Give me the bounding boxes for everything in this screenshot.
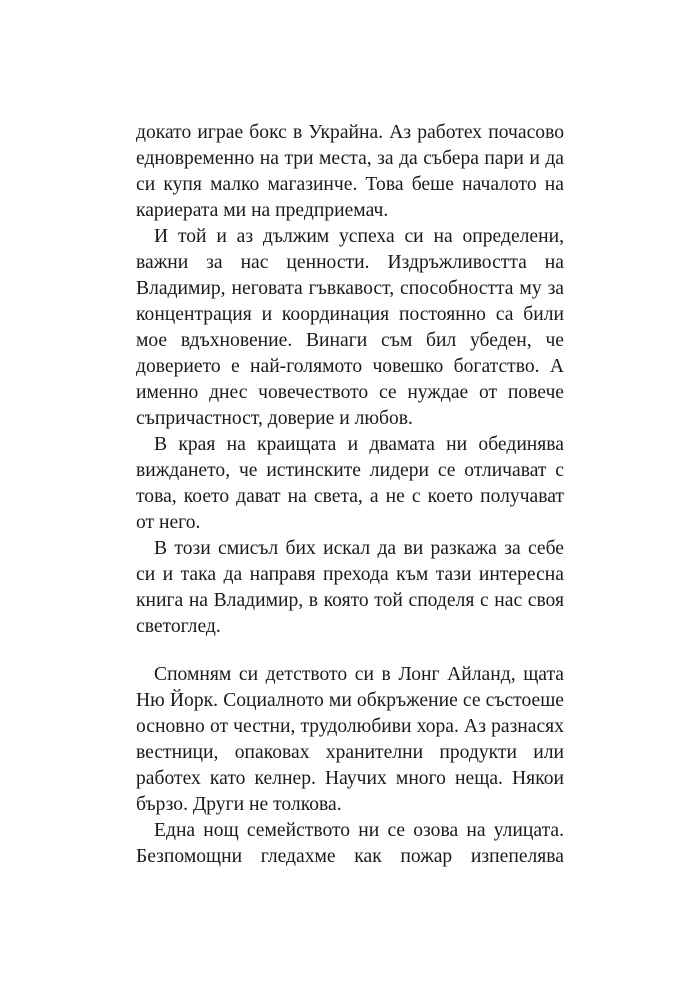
paragraph-2: И той и аз дължим успеха си на определени, важни за нас ценности. Издръжливостта на Владимир, неговата гъвкавост, способността му за концентрация и координация постоянно са били мое вдъхновение. Винаги съм бил убеден, че доверието е най-голямото човешко богатство. А именно днес човечеството се нуждае от повече съпричастност, доверие и любов. (136, 226, 564, 429)
paragraph-6: Една нощ семейството ни се озова на улицата. Безпомощни гледахме как пожар изпепелява (136, 820, 564, 867)
paragraph-3: В края на краищата и двамата ни обединява виждането, че истинските лидери се отличават с това, което дават на света, а не с което получават от него. (136, 434, 564, 533)
paragraph-1: докато играе бокс в Украйна. Аз работех почасово едновременно на три места, за да събера пари и да си купя малко магазинче. Това беше началото на кариерата ми на предприемач. (136, 122, 564, 221)
body-text (136, 120, 564, 870)
paragraph-5: Спомням си детството си в Лонг Айланд, щата Ню Йорк. Социалното ми обкръжение се състоеше основно от честни, трудолюбиви хора. Аз разнасях вестници, опаковах хранителни продукти или работех като келнер. Научих много неща. Някои бързо. Други не толкова. (136, 664, 564, 815)
paragraph-4: В този смисъл бих искал да ви разкажа за себе си и така да направя прехода към тази интересна книга на Владимир, в която той споделя с нас своя светоглед. (136, 538, 564, 637)
